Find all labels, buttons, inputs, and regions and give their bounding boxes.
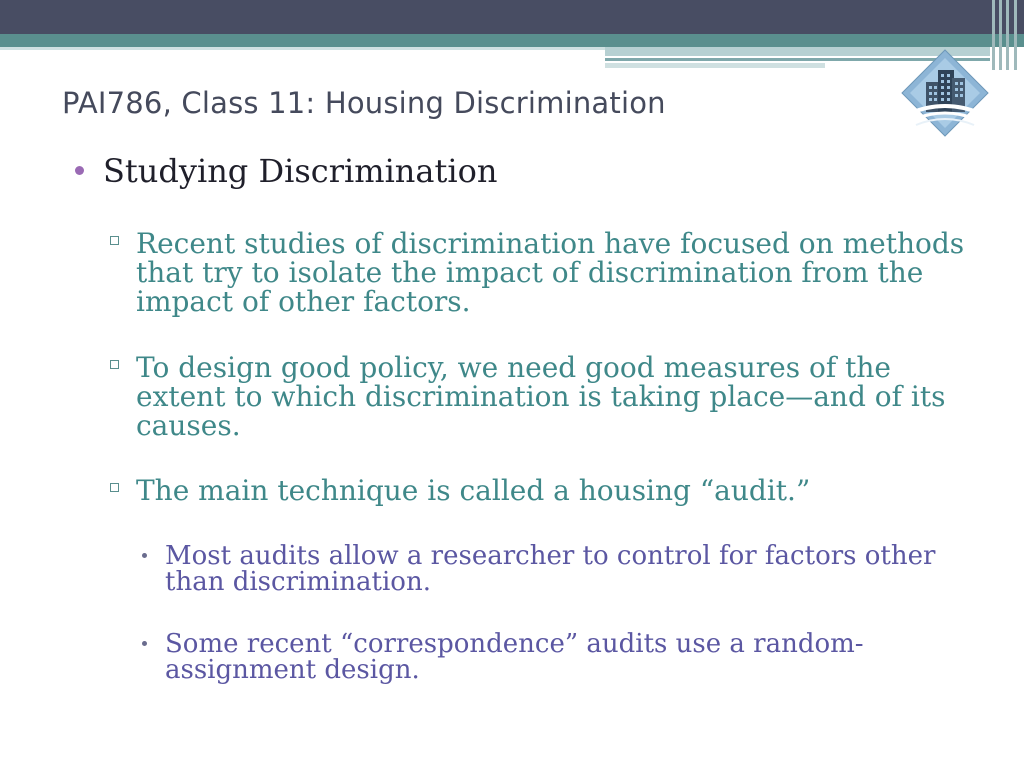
list-item	[110, 353, 970, 440]
point-text: To design good policy, we need good measures of the extent to which discrimination is taking place—and of its causes.	[136, 351, 946, 442]
header-side-lines	[990, 0, 1024, 70]
dot-bullet-icon	[142, 641, 147, 646]
square-bullet-icon	[110, 483, 119, 492]
subpoint-text: Most audits allow a researcher to control for factors other than discrimination.	[165, 541, 936, 597]
dot-bullet-icon	[142, 553, 147, 558]
header-stripe	[0, 47, 605, 50]
heading-text: Studying Discrimination	[103, 152, 498, 190]
list-item	[140, 631, 970, 683]
header-stripe	[605, 63, 825, 68]
square-bullet-icon	[110, 360, 119, 369]
square-bullet-icon	[110, 236, 119, 245]
list-item	[110, 229, 970, 316]
building-logo-icon	[900, 48, 990, 138]
header-teal-stripe	[0, 34, 1024, 47]
bullet-dot-icon	[75, 166, 84, 175]
list-item	[140, 543, 970, 595]
subpoint-text: Some recent “correspondence” audits use a random-assignment design.	[165, 629, 864, 685]
point-text: The main technique is called a housing “audit.”	[136, 474, 811, 507]
header-band	[0, 0, 1024, 34]
list-item	[110, 476, 970, 505]
slide-title: PAI786, Class 11: Housing Discrimination	[62, 86, 666, 120]
point-text: Recent studies of discrimination have focused on methods that try to isolate the impact of discrimination from the impact of other factors.	[136, 227, 965, 318]
